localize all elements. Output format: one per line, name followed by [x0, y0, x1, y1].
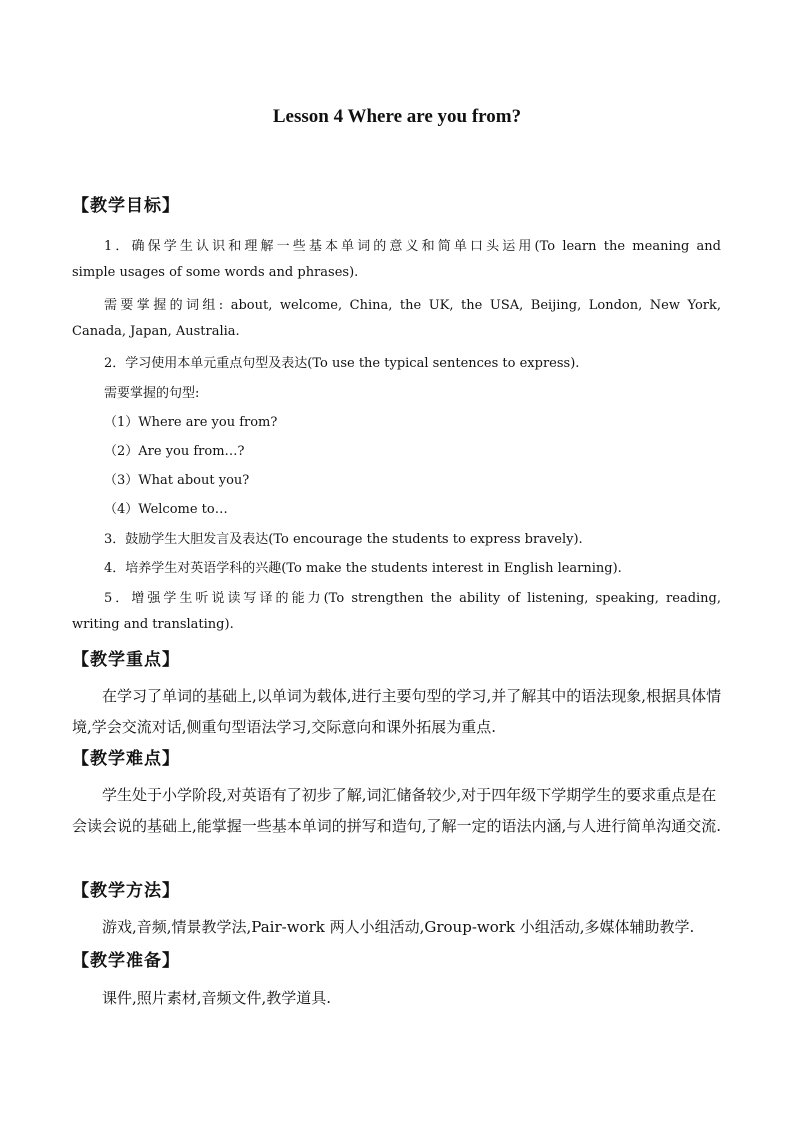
- patterns-label: 需要掌握的句型:: [104, 386, 200, 401]
- pattern-item: （4）Welcome to…: [104, 502, 228, 517]
- goal-item-1-line-2: simple usages of some words and phrases).: [72, 265, 359, 280]
- difficulties-text: 学生处于小学阶段,对英语有了初步了解,词汇储备较少,对于四年级下学期学生的要求重点是在会读会说的基础上,能掌握一些基本单词的拼写和造句,了解一定的语法内涵,与人进行简单沟通交流.: [72, 786, 722, 835]
- goal-item-3: 3．鼓励学生大胆发言及表达(To encourage the students to express bravely).: [104, 532, 583, 547]
- pattern-item: （2）Are you from…?: [104, 444, 245, 459]
- goal-item-1-line-1: 1．确保学生认识和理解一些基本单词的意义和简单口头运用(To learn the meaning and: [104, 239, 721, 254]
- key-points-text: 在学习了单词的基础上,以单词为载体,进行主要句型的学习,并了解其中的语法现象,根据具体情境,学会交流对话,侧重句型语法学习,交际意向和课外拓展为重点.: [72, 687, 722, 736]
- goal-item-5-line-2: writing and translating).: [72, 617, 234, 632]
- section-heading-methods: 【教学方法】: [72, 881, 180, 901]
- section-heading-preparation: 【教学准备】: [72, 951, 180, 971]
- section-heading-difficulties: 【教学难点】: [72, 749, 180, 769]
- goal-item-5-line-1: 5．增强学生听说读写译的能力(To strengthen the ability of listening, speaking, reading,: [104, 591, 721, 606]
- methods-text: 游戏,音频,情景教学法,Pair-work 两人小组活动,Group-work 小组活动,多媒体辅助教学.: [102, 918, 695, 936]
- section-heading-goals: 【教学目标】: [72, 196, 180, 216]
- page-title: Lesson 4 Where are you from?: [272, 106, 522, 127]
- preparation-text: 课件,照片素材,音频文件,教学道具.: [102, 989, 332, 1007]
- vocab-line-1: 需要掌握的词组: about, welcome, China, the UK, the USA, Beijing, London, New York,: [104, 298, 721, 313]
- vocab-line-2: Canada, Japan, Australia.: [72, 324, 240, 339]
- pattern-item: （1）Where are you from?: [104, 415, 278, 430]
- goal-item-2: 2．学习使用本单元重点句型及表达(To use the typical sentences to express).: [104, 356, 580, 371]
- goal-item-4: 4．培养学生对英语学科的兴趣(To make the students interest in English learning).: [104, 561, 622, 576]
- pattern-item: （3）What about you?: [104, 473, 250, 488]
- section-heading-key-points: 【教学重点】: [72, 650, 180, 670]
